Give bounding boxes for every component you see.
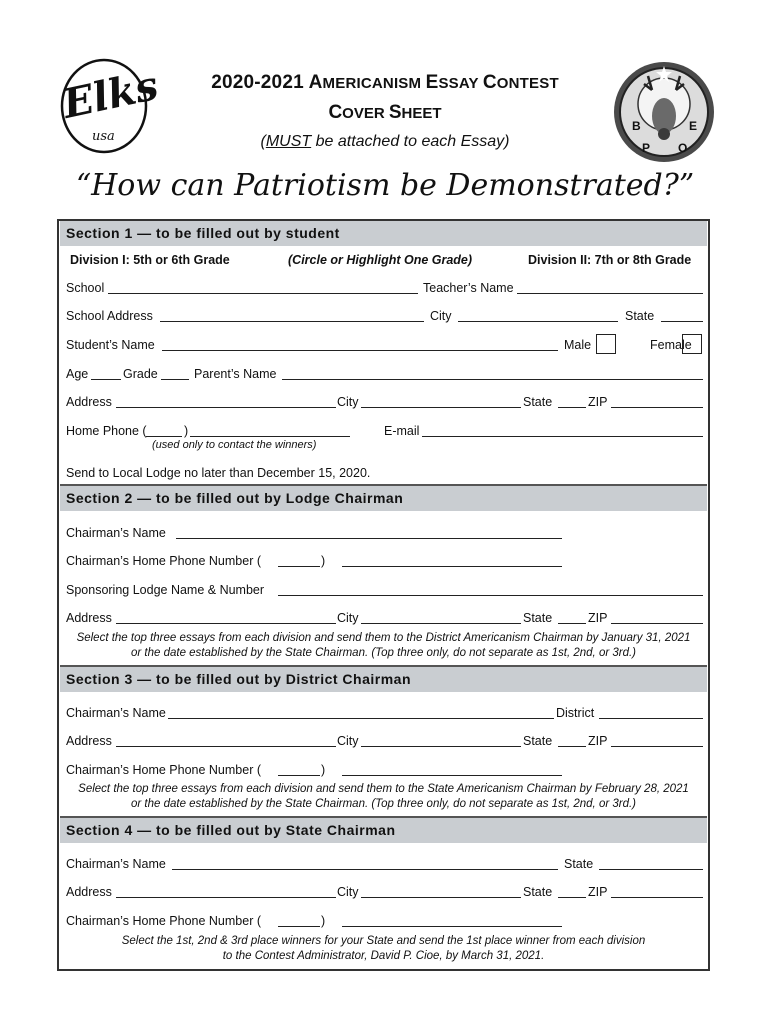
address-label: Address (66, 885, 112, 899)
paren-close: ) (321, 914, 326, 928)
zip-label: ZIP (588, 734, 608, 748)
address-row (66, 393, 703, 411)
chairman-name-field[interactable] (176, 538, 562, 539)
section-3-header: Section 3 — to be filled out by District Chairman (60, 667, 707, 692)
section-2-header: Section 2 — to be filled out by Lodge Chairman (60, 486, 707, 511)
parent-field[interactable] (282, 379, 703, 380)
city-field[interactable] (458, 321, 618, 322)
svg-text:usa: usa (92, 129, 115, 144)
svg-text:Elks: Elks (58, 61, 163, 128)
city-field[interactable] (361, 746, 521, 747)
city-label: City (337, 611, 359, 625)
city-field[interactable] (361, 623, 521, 624)
sponsoring-lodge-label: Sponsoring Lodge Name & Number (66, 583, 265, 597)
state-chairman-name-row (66, 855, 703, 873)
district-instructions (60, 782, 707, 812)
address-field[interactable] (116, 746, 336, 747)
zip-field[interactable] (611, 623, 703, 624)
state-label: State (523, 885, 553, 899)
chairman-name-label: Chairman’s Name (66, 706, 166, 720)
state-field[interactable] (558, 897, 586, 898)
address-label: Address (66, 611, 112, 625)
student-name-field[interactable] (162, 350, 558, 351)
age-grade-row (66, 365, 703, 383)
address-label: Address (66, 734, 112, 748)
state-address-row (66, 883, 703, 901)
age-label: Age (66, 367, 89, 381)
lodge-chairman-name-row (66, 524, 703, 542)
grade-field[interactable] (161, 379, 189, 380)
instruction-line-2: or the date established by the State Chairman. (Top three only, do not separate as 1st, 2nd, or 3rd.) (130, 647, 637, 659)
send-deadline: Send to Local Lodge no later than December 15, 2020. (66, 466, 371, 480)
female-label: Female (650, 338, 692, 352)
parent-label: Parent’s Name (194, 367, 277, 381)
student-name-row (66, 336, 703, 354)
contest-title: 2020-2021 AMERICANISM ESSAY CONTEST (211, 72, 559, 93)
district-field[interactable] (599, 718, 703, 719)
chairman-phone-field[interactable] (342, 775, 562, 776)
state-field[interactable] (558, 746, 586, 747)
student-name-label: Student’s Name (66, 338, 155, 352)
city-label: City (430, 309, 452, 323)
chairman-phone-label: Chairman’s Home Phone Number ( (66, 914, 261, 928)
instruction-line-2: or the date established by the State Chairman. (Top three only, do not separate as 1st, 2nd, or 3rd.) (130, 798, 637, 810)
zip-label: ZIP (588, 611, 608, 625)
instruction-line-1: Select the 1st, 2nd & 3rd place winners for your State and send the 1st place winner from each division (121, 935, 646, 947)
state-label: State (625, 309, 655, 323)
district-chairman-phone-row (66, 761, 703, 779)
district-label: District (556, 706, 595, 720)
female-checkbox[interactable] (682, 334, 702, 354)
school-field[interactable] (108, 293, 418, 294)
area-code-field[interactable] (278, 775, 320, 776)
teacher-label: Teacher’s Name (423, 281, 514, 295)
address-field[interactable] (116, 407, 336, 408)
male-checkbox[interactable] (596, 334, 616, 354)
state-label: State (523, 395, 553, 409)
svg-text:O: O (678, 141, 688, 155)
email-label: E-mail (384, 424, 420, 438)
state-field[interactable] (599, 869, 703, 870)
address-label: Address (66, 395, 112, 409)
school-address-row (66, 307, 703, 325)
svg-text:P: P (642, 141, 651, 155)
bpoe-emblem-logo (612, 60, 716, 164)
zip-field[interactable] (611, 897, 703, 898)
essay-question: “How can Patriotism be Demonstrated?” (75, 168, 695, 203)
send-deadline-row (66, 464, 703, 482)
zip-label: ZIP (588, 395, 608, 409)
chairman-phone-field[interactable] (342, 926, 562, 927)
grade-label: Grade (123, 367, 158, 381)
svg-text:B: B (632, 119, 641, 133)
chairman-phone-label: Chairman’s Home Phone Number ( (66, 763, 261, 777)
address-field[interactable] (116, 623, 336, 624)
sponsoring-lodge-row (66, 581, 703, 599)
phone-note: (used only to contact the winners) (152, 439, 317, 451)
home-phone-label: Home Phone ( (66, 424, 147, 438)
attachment-note: (MUST be attached to each Essay) (260, 133, 510, 150)
sponsoring-lodge-field[interactable] (278, 595, 703, 596)
division-1-label[interactable]: Division I: 5th or 6th Grade (70, 253, 230, 267)
paren-close: ) (184, 424, 189, 438)
area-code-field[interactable] (278, 566, 320, 567)
school-row (66, 279, 703, 297)
lodge-instructions (60, 631, 707, 661)
svg-text:E: E (689, 119, 698, 133)
cover-sheet-title: COVER SHEET (328, 102, 442, 123)
instruction-line-2: to the Contest Administrator, David P. Cioe, by March 31, 2021. (222, 950, 545, 962)
circle-note: (Circle or Highlight One Grade) (288, 253, 473, 267)
elks-usa-logo (54, 54, 163, 154)
division-row (66, 251, 703, 269)
school-label: School (66, 281, 105, 295)
state-field[interactable] (558, 623, 586, 624)
chairman-phone-field[interactable] (342, 566, 562, 567)
district-address-row (66, 732, 703, 750)
chairman-name-field[interactable] (168, 718, 554, 719)
section-4-header: Section 4 — to be filled out by State Chairman (60, 818, 707, 843)
chairman-phone-label: Chairman’s Home Phone Number ( (66, 554, 261, 568)
instruction-line-1: Select the top three essays from each division and send them to the State Americanism Chairman by February 28, 2021 (78, 783, 689, 795)
state-chairman-phone-row (66, 912, 703, 930)
phone-note-row (66, 436, 703, 454)
zip-field[interactable] (611, 407, 703, 408)
city-field[interactable] (361, 897, 521, 898)
state-instructions (60, 934, 707, 964)
city-label: City (337, 885, 359, 899)
teacher-field[interactable] (517, 293, 703, 294)
paren-close: ) (321, 763, 326, 777)
state-label: State (523, 611, 553, 625)
lodge-chairman-phone-row (66, 552, 703, 570)
address-field[interactable] (116, 897, 336, 898)
school-address-field[interactable] (160, 321, 424, 322)
zip-label: ZIP (588, 885, 608, 899)
city-label: City (337, 395, 359, 409)
city-field[interactable] (361, 407, 521, 408)
chairman-name-field[interactable] (172, 869, 558, 870)
male-label: Male (564, 338, 592, 352)
lodge-address-row (66, 609, 703, 627)
chairman-name-label: Chairman’s Name (66, 526, 166, 540)
section-1-header: Section 1 — to be filled out by student (60, 221, 707, 246)
state-label: State (564, 857, 594, 871)
state-field[interactable] (661, 321, 703, 322)
zip-field[interactable] (611, 746, 703, 747)
district-chairman-name-row (66, 704, 703, 722)
city-label: City (337, 734, 359, 748)
division-2-label[interactable]: Division II: 7th or 8th Grade (528, 253, 692, 267)
instruction-line-1: Select the top three essays from each division and send them to the District Americanism Chairman by January 31, 2021 (76, 632, 691, 644)
paren-close: ) (321, 554, 326, 568)
chairman-name-label: Chairman’s Name (66, 857, 166, 871)
area-code-field[interactable] (278, 926, 320, 927)
age-field[interactable] (91, 379, 121, 380)
state-label: State (523, 734, 553, 748)
school-address-label: School Address (66, 309, 153, 323)
state-field[interactable] (558, 407, 586, 408)
